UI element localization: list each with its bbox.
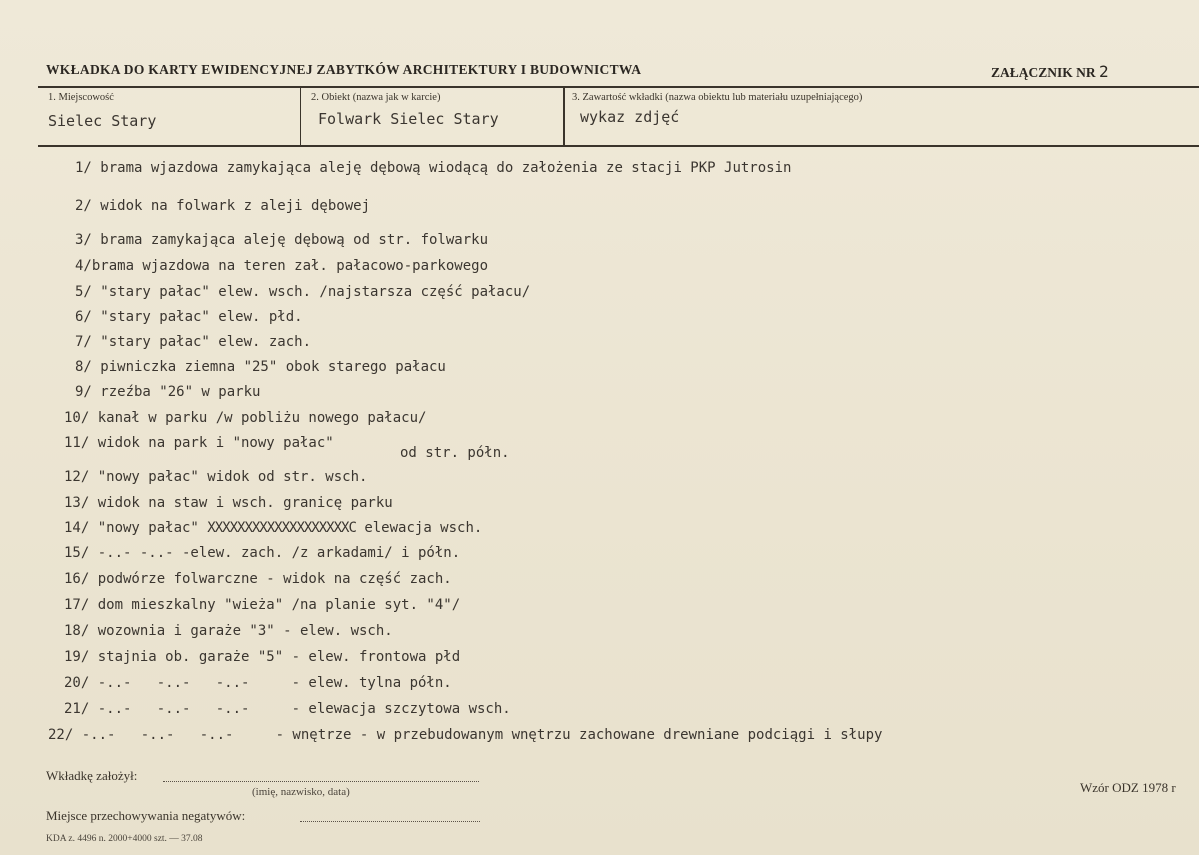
- created-by-label: Wkładkę założył:: [46, 768, 138, 783]
- form-code: Wzór ODZ 1978 r: [1080, 780, 1176, 795]
- list-item: 3/ brama zamykająca aleję dębową od str. folwarku: [75, 232, 489, 248]
- locality-value: Sielec Stary: [48, 112, 157, 130]
- list-item: 2/ widok na folwark z aleji dębowej: [75, 198, 371, 214]
- field-divider-2: [563, 88, 565, 146]
- list-item: 20/ -..- -..- -..- - elew. tylna półn.: [64, 675, 452, 691]
- list-item: 4/brama wjazdowa na teren zał. pałacowo-parkowego: [75, 258, 489, 274]
- header-rule-top: [38, 86, 1199, 88]
- list-item: 13/ widok na staw i wsch. granicę parku: [64, 495, 393, 511]
- list-item: 19/ stajnia ob. garaże "5" - elew. frontowa płd: [64, 649, 461, 665]
- annex-label-text: ZAŁĄCZNIK NR: [991, 65, 1096, 80]
- list-item: 15/ -..- -..- -elew. zach. /z arkadami/ i półn.: [64, 545, 461, 561]
- list-item: 12/ "nowy pałac" widok od str. wsch.: [64, 469, 368, 485]
- struck-text: XXXXXXXXXXXXXXXXXXXC: [207, 520, 356, 536]
- list-item: 11/ widok na park i "nowy pałac": [64, 435, 334, 451]
- list-item-text: 14/ "nowy pałac": [64, 520, 199, 536]
- created-by-line: [163, 781, 479, 782]
- contents-label: 3. Zawartość wkładki (nazwa obiektu lub materiału uzupełniającego): [572, 92, 863, 103]
- locality-label: 1. Miejscowość: [48, 92, 114, 103]
- list-item: 1/ brama wjazdowa zamykająca aleję dębową wiodącą do założenia ze stacji PKP Jutrosin: [75, 160, 792, 176]
- form-title: WKŁADKA DO KARTY EWIDENCYJNEJ ZABYTKÓW ARCHITEKTURY I BUDOWNICTWA: [46, 62, 642, 77]
- storage-label: Miejsce przechowywania negatywów:: [46, 808, 246, 823]
- print-info: KDA z. 4496 n. 2000+4000 szt. — 37.08: [46, 834, 203, 844]
- annex-label: [991, 62, 1109, 81]
- object-value: Folwark Sielec Stary: [318, 110, 499, 128]
- annex-number: 2: [1099, 62, 1109, 81]
- storage-line: [300, 821, 480, 822]
- list-item: 16/ podwórze folwarczne - widok na część zach.: [64, 571, 452, 587]
- header-rule-bottom: [38, 145, 1199, 147]
- list-item: 22/ -..- -..- -..- - wnętrze - w przebudowanym wnętrzu zachowane drewniane podciągi i słupy: [48, 727, 883, 743]
- contents-value: wykaz zdjęć: [580, 108, 680, 126]
- object-label: 2. Obiekt (nazwa jak w karcie): [311, 92, 441, 103]
- list-item: 18/ wozownia i garaże "3" - elew. wsch.: [64, 623, 393, 639]
- list-item-suffix: od str. półn.: [400, 445, 510, 461]
- list-item: [64, 520, 482, 536]
- list-item: 5/ "stary pałac" elew. wsch. /najstarsza część pałacu/: [75, 284, 531, 300]
- list-item: 8/ piwniczka ziemna "25" obok starego pałacu: [75, 359, 446, 375]
- created-by-hint: (imię, nazwisko, data): [252, 786, 350, 798]
- list-item-tail: elewacja wsch.: [364, 520, 483, 536]
- list-item: 6/ "stary pałac" elew. płd.: [75, 309, 303, 325]
- list-item: 9/ rzeźba "26" w parku: [75, 384, 261, 400]
- field-divider-1: [300, 88, 301, 146]
- list-item: 17/ dom mieszkalny "wieża" /na planie syt. "4"/: [64, 597, 461, 613]
- list-item: 21/ -..- -..- -..- - elewacja szczytowa wsch.: [64, 701, 511, 717]
- list-item: 10/ kanał w parku /w pobliżu nowego pałacu/: [64, 410, 427, 426]
- list-item: 7/ "stary pałac" elew. zach.: [75, 334, 312, 350]
